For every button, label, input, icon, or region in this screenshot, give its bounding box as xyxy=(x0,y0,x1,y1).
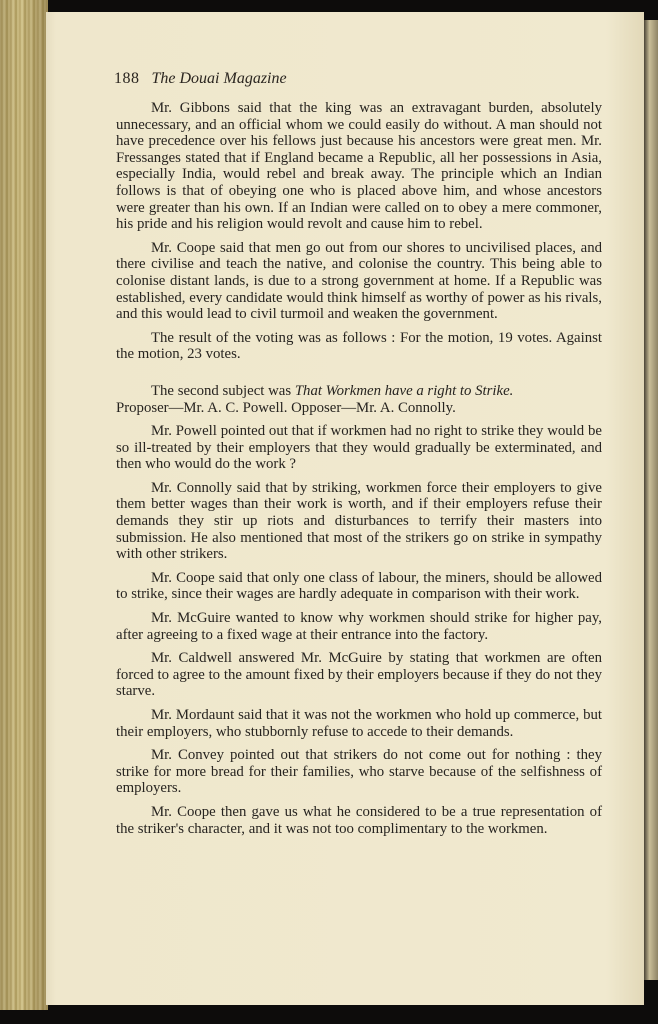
paragraph-connolly: Mr. Connolly said that by striking, workmen force their employers to give them better wages than their work is worth, and if their employers refuse their demands they stir up riots and disturbances to terrify their masters into submission. He also mentioned that most of the strikers go on strike in sympathy with other strikers. xyxy=(116,479,602,563)
paragraph-convey: Mr. Convey pointed out that strikers do not come out for nothing : they strike for more bread for their families, who starve because of the selfishness of employers. xyxy=(116,747,602,797)
paragraph-powell: Mr. Powell pointed out that if workmen had no right to strike they would be so ill-treated by their employers that they would gradually be exterminated, and then who would do the work ? xyxy=(116,423,602,473)
paragraph-coope-miners: Mr. Coope said that only one class of labour, the miners, should be allowed to strike, since their wages are hardly adequate in comparison with their work. xyxy=(116,569,602,603)
running-head xyxy=(114,70,287,88)
page-edge-shading xyxy=(0,0,48,1010)
paragraph-gibbons: Mr. Gibbons said that the king was an extravagant burden, absolutely unnecessary, and an official whom we could easily do without. A man should not have precedence over his fellows just because his ancestors were great men. Mr. Fressanges stated that if England became a Republic, all her possessions in Asia, especially India, would rebel and break away. The principle which an Indian follows is that of obeying one who is placed above him, and whose ancestors were greater than his own. If an Indian were called on to obey a mere commoner, his pride and his religion would revolt and cause him to rebel. xyxy=(116,100,602,233)
proposer-opposer-line: Proposer—Mr. A. C. Powell. Opposer—Mr. A. Connolly. xyxy=(116,399,456,416)
paragraph-coope-colonise: Mr. Coope said that men go out from our shores to uncivilised places, and there civilise and teach the native, and colonise the country. This being able to colonise distant lands, is due to a strong government at home. If a Republic was established, every candidate would think himself as worthy of power as his rivals, and this would lead to civil turmoil and weaken the government. xyxy=(116,239,602,323)
page-number: 188 xyxy=(114,70,140,87)
paragraph-caldwell: Mr. Caldwell answered Mr. McGuire by stating that workmen are often forced to agree to the amount fixed by their employers because if they do not they starve. xyxy=(116,650,602,700)
paragraph-voting-result: The result of the voting was as follows : For the motion, 19 votes. Against the motion, 23 votes. xyxy=(116,329,602,363)
paragraph-mcguire: Mr. McGuire wanted to know why workmen should strike for higher pay, after agreeing to a fixed wage at their entrance into the factory. xyxy=(116,610,602,643)
body-text xyxy=(116,100,602,844)
facing-page-edge xyxy=(644,20,658,980)
motion-title: That Workmen have a right to Strike. xyxy=(294,382,514,399)
paragraph-mordaunt: Mr. Mordaunt said that it was not the workmen who hold up commerce, but their employers, who stubbornly refuse to accede to their demands. xyxy=(116,707,602,740)
journal-title: The Douai Magazine xyxy=(151,70,287,87)
second-subject-intro: The second subject was xyxy=(151,382,295,399)
paragraph-coope-character: Mr. Coope then gave us what he considered to be a true representation of the striker's character, and it was not too complimentary to the workmen. xyxy=(116,803,602,837)
paragraph-second-subject xyxy=(116,383,602,400)
